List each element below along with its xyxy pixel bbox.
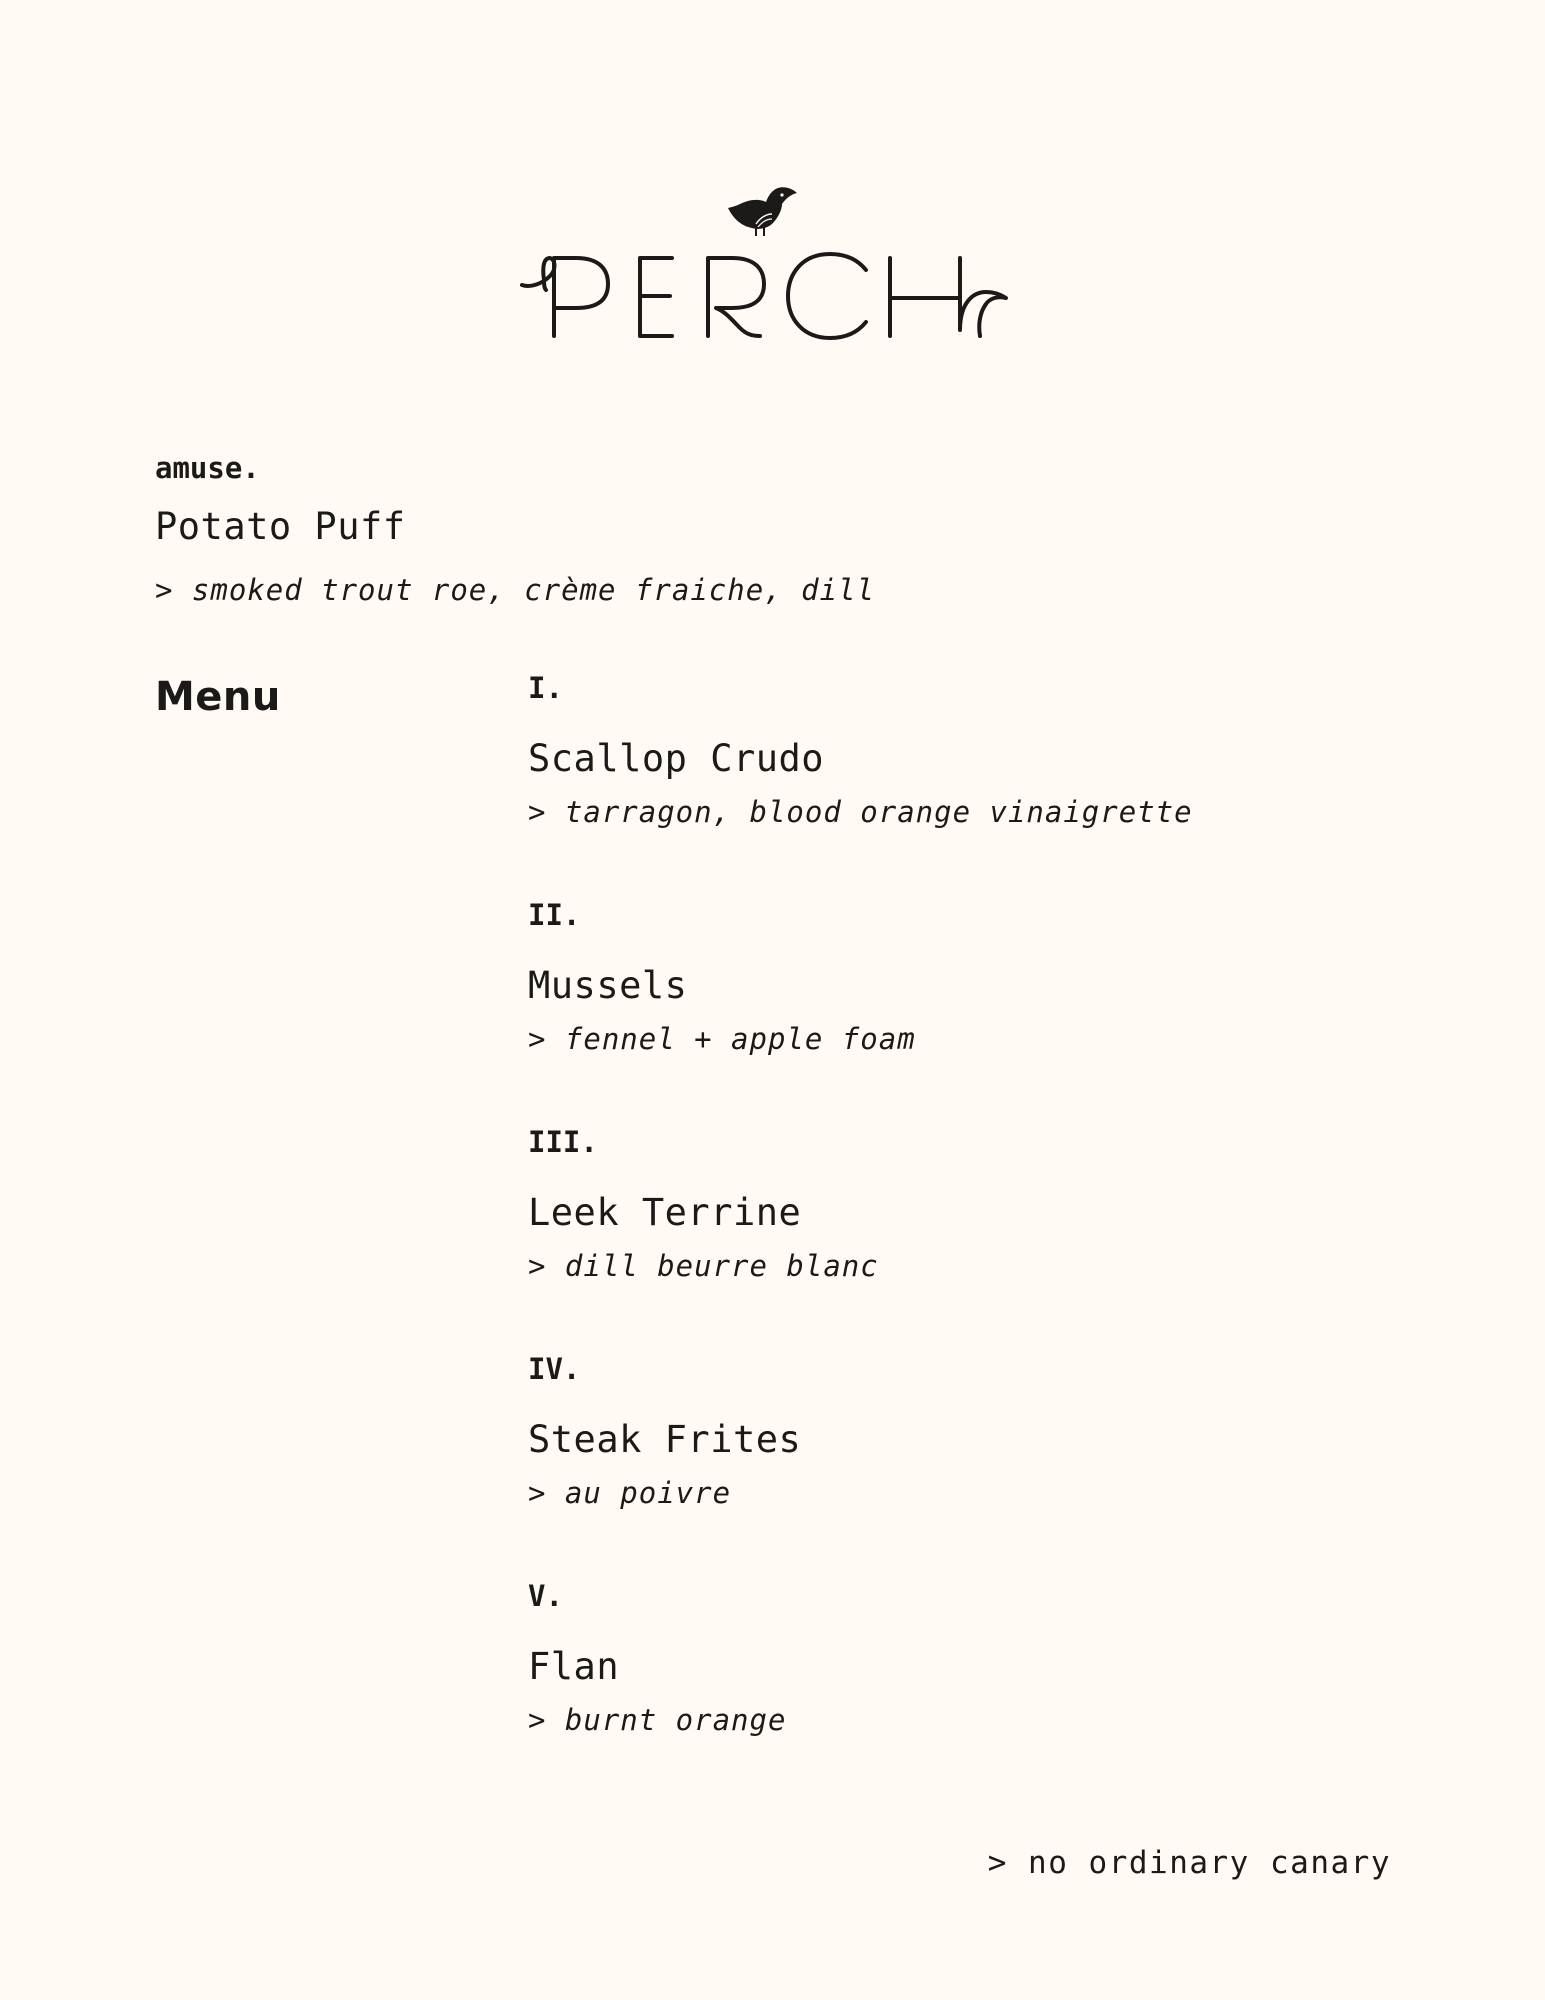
course-name: Steak Frites	[528, 1418, 802, 1461]
course-description: > dill beurre blanc	[528, 1249, 879, 1283]
tagline: > no ordinary canary	[987, 1845, 1391, 1881]
course-number: V.	[528, 1579, 563, 1613]
amuse-section	[155, 448, 875, 610]
course-number: IV.	[528, 1352, 581, 1386]
menu-heading: Menu	[155, 674, 281, 720]
course-description: > burnt orange	[528, 1703, 787, 1737]
course-number: II.	[528, 898, 581, 932]
course-description: > tarragon, blood orange vinaigrette	[528, 795, 1193, 829]
course-list	[528, 668, 1428, 1803]
amuse-dish-description: > smoked trout roe, crème fraiche, dill	[155, 573, 875, 607]
course-number: III.	[528, 1125, 598, 1159]
amuse-dish-name: Potato Puff	[155, 505, 406, 548]
course-item	[528, 668, 1428, 895]
course-item	[528, 1576, 1428, 1803]
perch-logo	[520, 180, 1030, 360]
amuse-label: amuse.	[155, 451, 260, 485]
course-name: Mussels	[528, 964, 688, 1007]
course-description: > fennel + apple foam	[528, 1022, 916, 1056]
course-number: I.	[528, 671, 563, 705]
course-description: > au poivre	[528, 1476, 732, 1510]
bird-icon	[728, 187, 797, 236]
course-item	[528, 1349, 1428, 1576]
course-name: Scallop Crudo	[528, 737, 825, 780]
course-name: Leek Terrine	[528, 1191, 802, 1234]
course-item	[528, 895, 1428, 1122]
course-name: Flan	[528, 1645, 620, 1688]
course-item	[528, 1122, 1428, 1349]
